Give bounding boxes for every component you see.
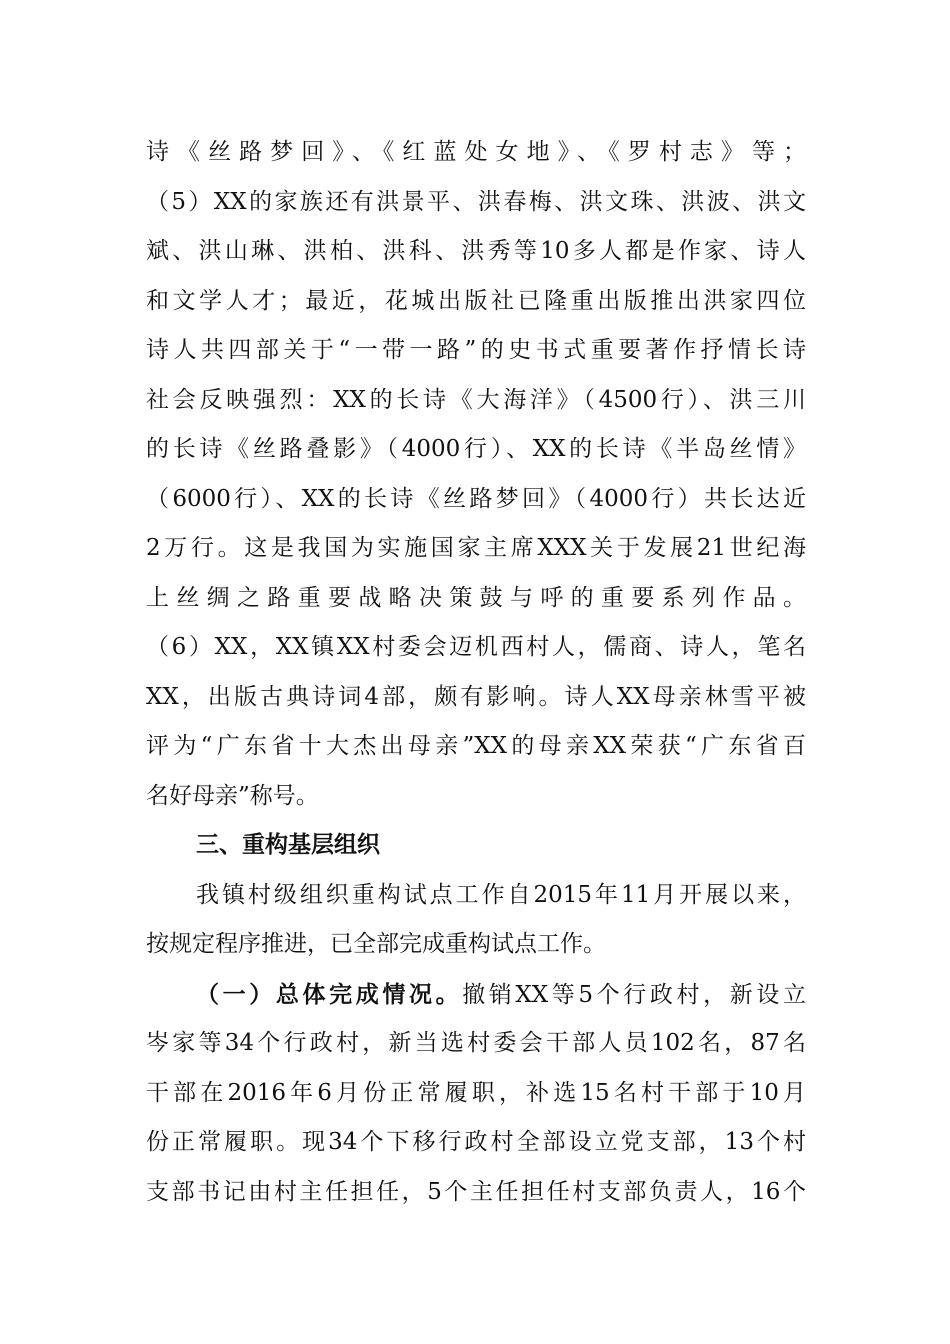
text-line: 按规定程序推进，已全部完成重构试点工作。: [146, 931, 606, 957]
text-line: （6）XX，XX镇XX村委会迈机西村人，儒商、诗人，笔名: [146, 634, 806, 660]
text-line: （6000行）、XX的长诗《丝路梦回》（4000行）共长达近: [146, 485, 806, 512]
text-line: 干部在2016年6月份正常履职，补选15名村干部于10月: [146, 1079, 806, 1106]
text-line: 份正常履职。现34个下移行政村全部设立党支部，13个村: [146, 1129, 806, 1155]
text-line: [146, 970, 806, 1020]
text-line: 社会反映强烈：XX的长诗《大海洋》（4500行）、洪三川: [146, 386, 806, 413]
text-line: 上丝绸之路重要战略决策鼓与呼的重要系列作品。: [146, 584, 806, 611]
document-body: [146, 128, 806, 1217]
text-line: 名好母亲”称号。: [146, 782, 319, 809]
text-line: 评为“广东省十大杰出母亲”XX的母亲XX荣获“广东省百: [146, 733, 806, 759]
section-heading: 三、重构基层组织: [196, 832, 380, 858]
text-line: 和文学人才；最近，花城出版社已隆重出版推出洪家四位: [146, 287, 806, 314]
text-line: 斌、洪山琳、洪柏、洪科、洪秀等10多人都是作家、诗人: [146, 238, 806, 264]
sub-heading-continuation: 撤销XX等5个行政村，新设立: [462, 981, 806, 1008]
text-line: 我镇村级组织重构试点工作自2015年11月开展以来，: [196, 881, 806, 908]
text-line: 2万行。这是我国为实施国家主席XXX关于发展21世纪海: [146, 535, 806, 561]
sub-heading: （一）总体完成情况。: [196, 980, 463, 1008]
text-line: 诗《丝路梦回》、《红蓝处女地》、《罗村志》等；: [146, 139, 806, 165]
text-line: 支部书记由村主任担任，5个主任担任村支部负责人，16个: [146, 1178, 806, 1205]
text-line: （5）XX的家族还有洪景平、洪春梅、洪文珠、洪波、洪文: [146, 188, 806, 215]
text-line: 诗人共四部关于“一带一路”的史书式重要著作抒情长诗: [146, 337, 806, 363]
text-line: 岑家等34个行政村，新当选村委会干部人员102名，87名: [146, 1030, 806, 1056]
text-line: 的长诗《丝路叠影》（4000行）、XX的长诗《半岛丝情》: [146, 436, 806, 462]
text-line: XX，出版古典诗词4部，颇有影响。诗人XX母亲林雪平被: [146, 683, 806, 710]
